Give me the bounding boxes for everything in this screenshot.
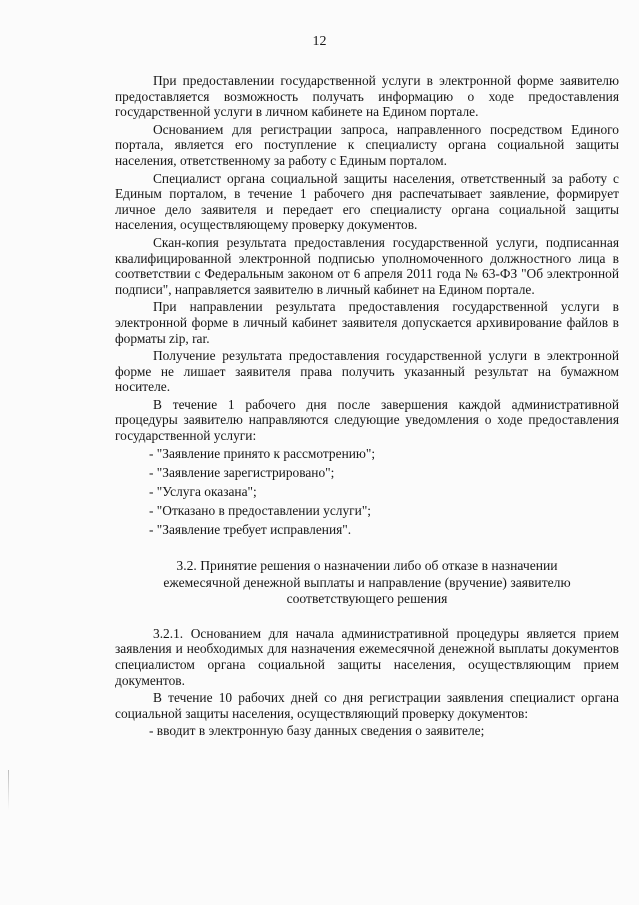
- paragraph-ten-days: В течение 10 рабочих дней со дня регистрации заявления специалист органа социальной защиты населения, осуществляющий проверку документов:: [115, 690, 619, 721]
- scan-artifact: [8, 770, 9, 810]
- list-item: - "Заявление принято к рассмотрению";: [149, 445, 376, 461]
- section-heading-line: ежемесячной денежной выплаты и направление (вручение) заявителю: [163, 574, 571, 590]
- list-item: - "Заявление зарегистрировано";: [149, 464, 335, 480]
- paragraph-scan-copy: Скан-копия результата предоставления государственной услуги, подписанная квалифицированной электронной подписью уполномоченного должностного лица в соответствии с Федеральным законом от 6 апреля 2011 года № 63-ФЗ "Об электронной подписи", направляется заявителю в личный кабинет на Едином портале.: [115, 234, 619, 297]
- document-body: [115, 73, 619, 743]
- paragraph-registration-basis: Основанием для регистрации запроса, направленного посредством Единого портала, является его поступление к специалисту органа социальной защиты населения, ответственному за работу с Единым порталом.: [115, 121, 619, 168]
- list-item: - "Отказано в предоставлении услуги";: [149, 503, 372, 519]
- section-heading-line: 3.2. Принятие решения о назначении либо об отказе в назначении: [176, 558, 558, 573]
- paragraph-specialist-duties: Специалист органа социальной защиты населения, ответственный за работу с Единым порталом, в течение 1 рабочего дня распечатывает заявление, формирует личное дело заявителя и передает его специалисту органа социальной защиты населения, осуществляющему проверку документов.: [115, 170, 619, 233]
- paragraph-paper-result: Получение результата предоставления государственной услуги в электронной форме не лишает заявителя права получить указанный результат на бумажном носителе.: [115, 348, 619, 395]
- paragraph-archiving: При направлении результата предоставления государственной услуги в электронной форме в личный кабинет заявителя допускается архивирование файлов в форматы zip, rar.: [115, 299, 619, 346]
- notification-list: [115, 446, 619, 538]
- list-item: - вводит в электронную базу данных сведения о заявителе;: [149, 723, 485, 739]
- paragraph-electronic-info: При предоставлении государственной услуги в электронной форме заявителю предоставляется возможность получать информацию о ходе предоставления государственной услуги в личном кабинете на Едином портале.: [115, 73, 619, 120]
- list-item: - "Заявление требует исправления".: [149, 522, 352, 538]
- page-number: 12: [312, 34, 327, 49]
- action-list: [115, 723, 619, 739]
- section-heading: [115, 558, 619, 608]
- list-item: - "Услуга оказана";: [149, 484, 257, 500]
- paragraph-procedure-basis: 3.2.1. Основанием для начала административной процедуры является прием заявления и необходимых для назначения ежемесячной денежной выплаты документов специалистом органа социальной защиты населения, осуществляющим прием документов.: [115, 625, 619, 688]
- section-heading-line: соответствующего решения: [286, 591, 448, 607]
- paragraph-notifications-intro: В течение 1 рабочего дня после завершения каждой административной процедуры заявителю направляются следующие уведомления о ходе предоставления государственной услуги:: [115, 396, 619, 444]
